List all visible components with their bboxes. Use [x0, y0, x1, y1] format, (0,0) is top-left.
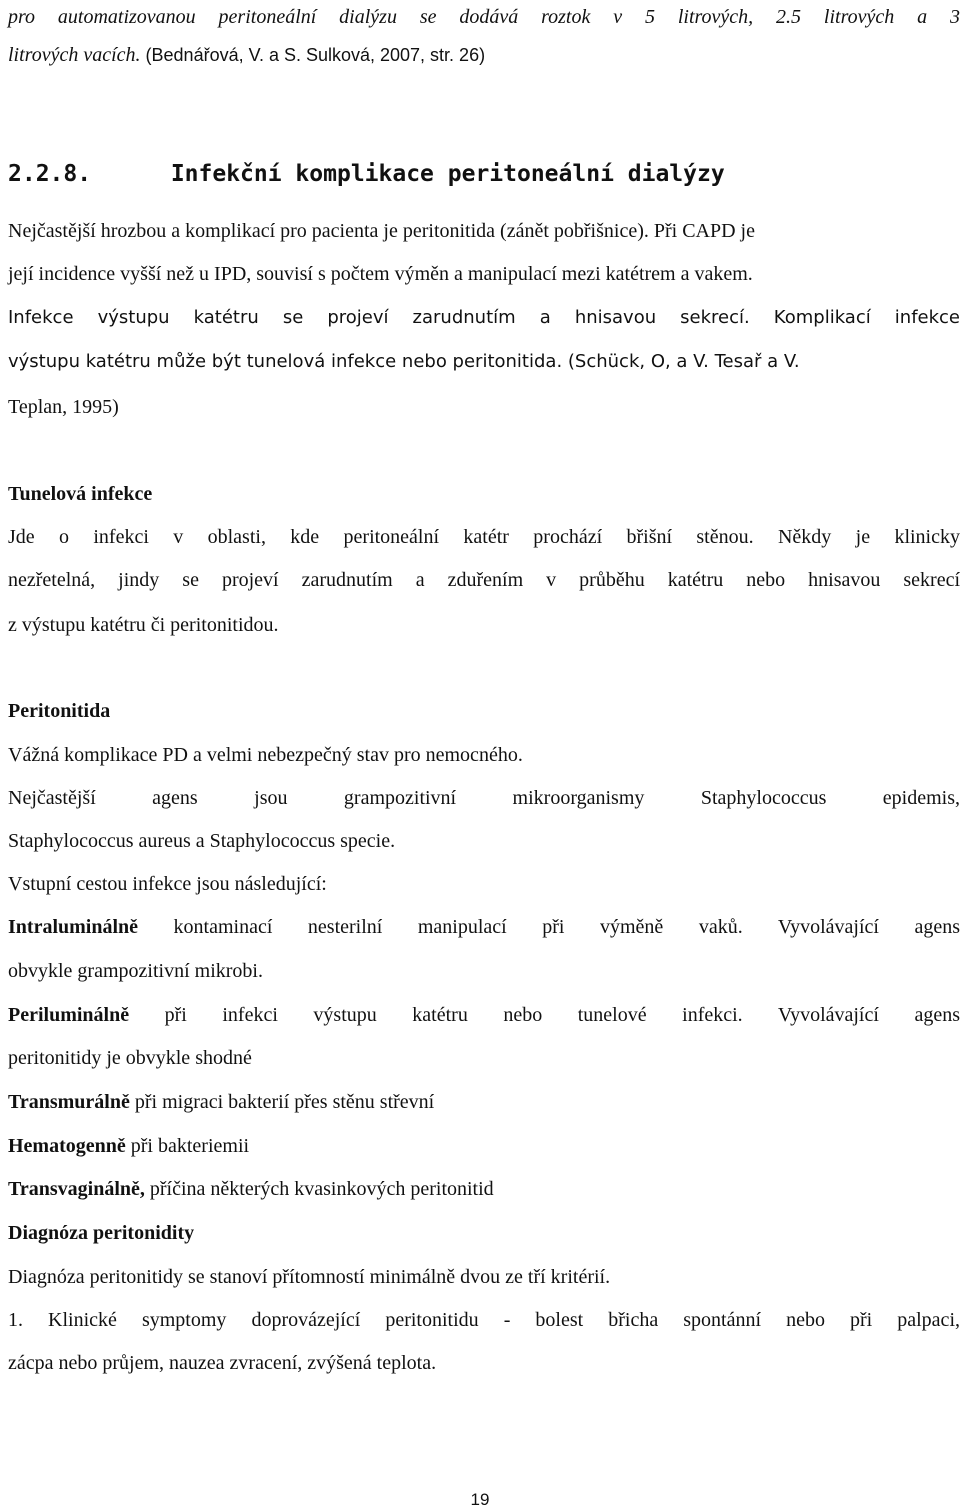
text-run: Teplan, 1995) [8, 396, 119, 418]
paragraph-line [8, 570, 960, 590]
text-run: zácpa nebo průjem, nauzea zvracení, zvýšená teplota. [8, 1352, 437, 1374]
bold-term: Hematogenně [8, 1135, 126, 1157]
subheading-text: Diagnóza peritonidity [8, 1222, 195, 1244]
paragraph-line [8, 788, 960, 808]
paragraph-line [8, 615, 279, 635]
bold-term: Transmurálně [8, 1091, 130, 1113]
text-run: příčina některých kvasinkových peritonitid [144, 1178, 494, 1200]
text-run: nezřetelná, jindy se projeví zarudnutím a zduřením v průběhu katétru nebo hnisavou sekrecí [8, 569, 960, 591]
text-run: při infekci výstupu katétru nebo tunelové infekci. Vyvolávající agens [129, 1004, 960, 1026]
text-run: při bakteriemii [125, 1135, 250, 1157]
subheading-text: Tunelová infekce [8, 483, 153, 505]
paragraph-line [8, 917, 960, 937]
section-title: Infekční komplikace peritoneální dialýzy [170, 161, 725, 187]
text-run: kontaminací nesterilní manipulací při výměně vaků. Vyvolávající agens [138, 916, 960, 938]
paragraph-line [8, 831, 395, 851]
paragraph-line [8, 527, 960, 547]
section-heading [8, 163, 725, 186]
paragraph-line [8, 1048, 252, 1068]
text-run: výstupu katétru může být tunelová infekce nebo peritonitida. (Schück, O, a V. Tesař a V. [8, 351, 800, 372]
text-run: peritonitidy je obvykle shodné [8, 1047, 252, 1069]
paragraph-line [8, 309, 960, 327]
paragraph-line [8, 1267, 610, 1287]
text-run: pro automatizovanou peritoneální dialýzu se dodává roztok v 5 litrových, 2.5 litrových a 3 [8, 6, 960, 28]
bold-term: Intraluminálně [8, 916, 139, 938]
paragraph-line [8, 1136, 249, 1156]
paragraph-line [8, 745, 523, 765]
paragraph-line [8, 353, 800, 371]
text-run: Nejčastější agens jsou grampozitivní mikroorganismy Staphylococcus epidemis, [8, 787, 960, 809]
text-run: z výstupu katétru či peritonitidou. [8, 614, 279, 636]
paragraph-line [8, 264, 753, 284]
paragraph-line [8, 874, 327, 894]
text-run: litrových vacích. [8, 44, 141, 66]
text-run: 1. Klinické symptomy doprovázející peritonitidu - bolest břicha spontánní nebo při palpaci, [8, 1309, 960, 1331]
text-run: při migraci bakterií přes stěnu střevní [129, 1091, 435, 1113]
paragraph-line [8, 1092, 434, 1112]
subheading [8, 1223, 194, 1243]
paragraph-line [8, 961, 263, 981]
page-number: 19 [470, 1490, 490, 1509]
text-run: Staphylococcus aureus a Staphylococcus specie. [8, 830, 396, 852]
paragraph-line [8, 1179, 494, 1199]
bold-term: Periluminálně [8, 1004, 130, 1026]
text-run: Vstupní cestou infekce jsou následující: [8, 873, 327, 895]
text-run: její incidence vyšší než u IPD, souvisí s počtem výměn a manipulací mezi katétrem a vakem. [8, 263, 753, 285]
paragraph-line [8, 221, 755, 241]
text-run: Infekce výstupu katétru se projeví zarudnutím a hnisavou sekrecí. Komplikací infekce [8, 307, 960, 328]
text-run: obvykle grampozitivní mikrobi. [8, 960, 263, 982]
paragraph-line [8, 1310, 960, 1330]
subheading [8, 701, 110, 721]
text-run: Nejčastější hrozbou a komplikací pro pacienta je peritonitida (zánět pobřišnice). Při CAPD je [8, 220, 755, 242]
paragraph-line [8, 397, 119, 417]
text-run: Vážná komplikace PD a velmi nebezpečný stav pro nemocného. [8, 744, 523, 766]
section-number: 2.2.8. [8, 161, 92, 187]
text-run: Jde o infekci v oblasti, kde peritoneální katétr prochází břišní stěnou. Někdy je klinicky [8, 526, 960, 548]
bold-term: Transvaginálně, [8, 1178, 145, 1200]
subheading [8, 484, 152, 504]
paragraph-line [8, 45, 485, 65]
paragraph-line [8, 1353, 436, 1373]
subheading-text: Peritonitida [8, 700, 111, 722]
text-run: Diagnóza peritonitidy se stanoví přítomností minimálně dvou ze tří kritérií. [8, 1266, 611, 1288]
citation: (Bednářová, V. a S. Sulková, 2007, str. 26) [145, 45, 486, 65]
paragraph-line [8, 1005, 960, 1025]
paragraph-line [8, 7, 960, 27]
